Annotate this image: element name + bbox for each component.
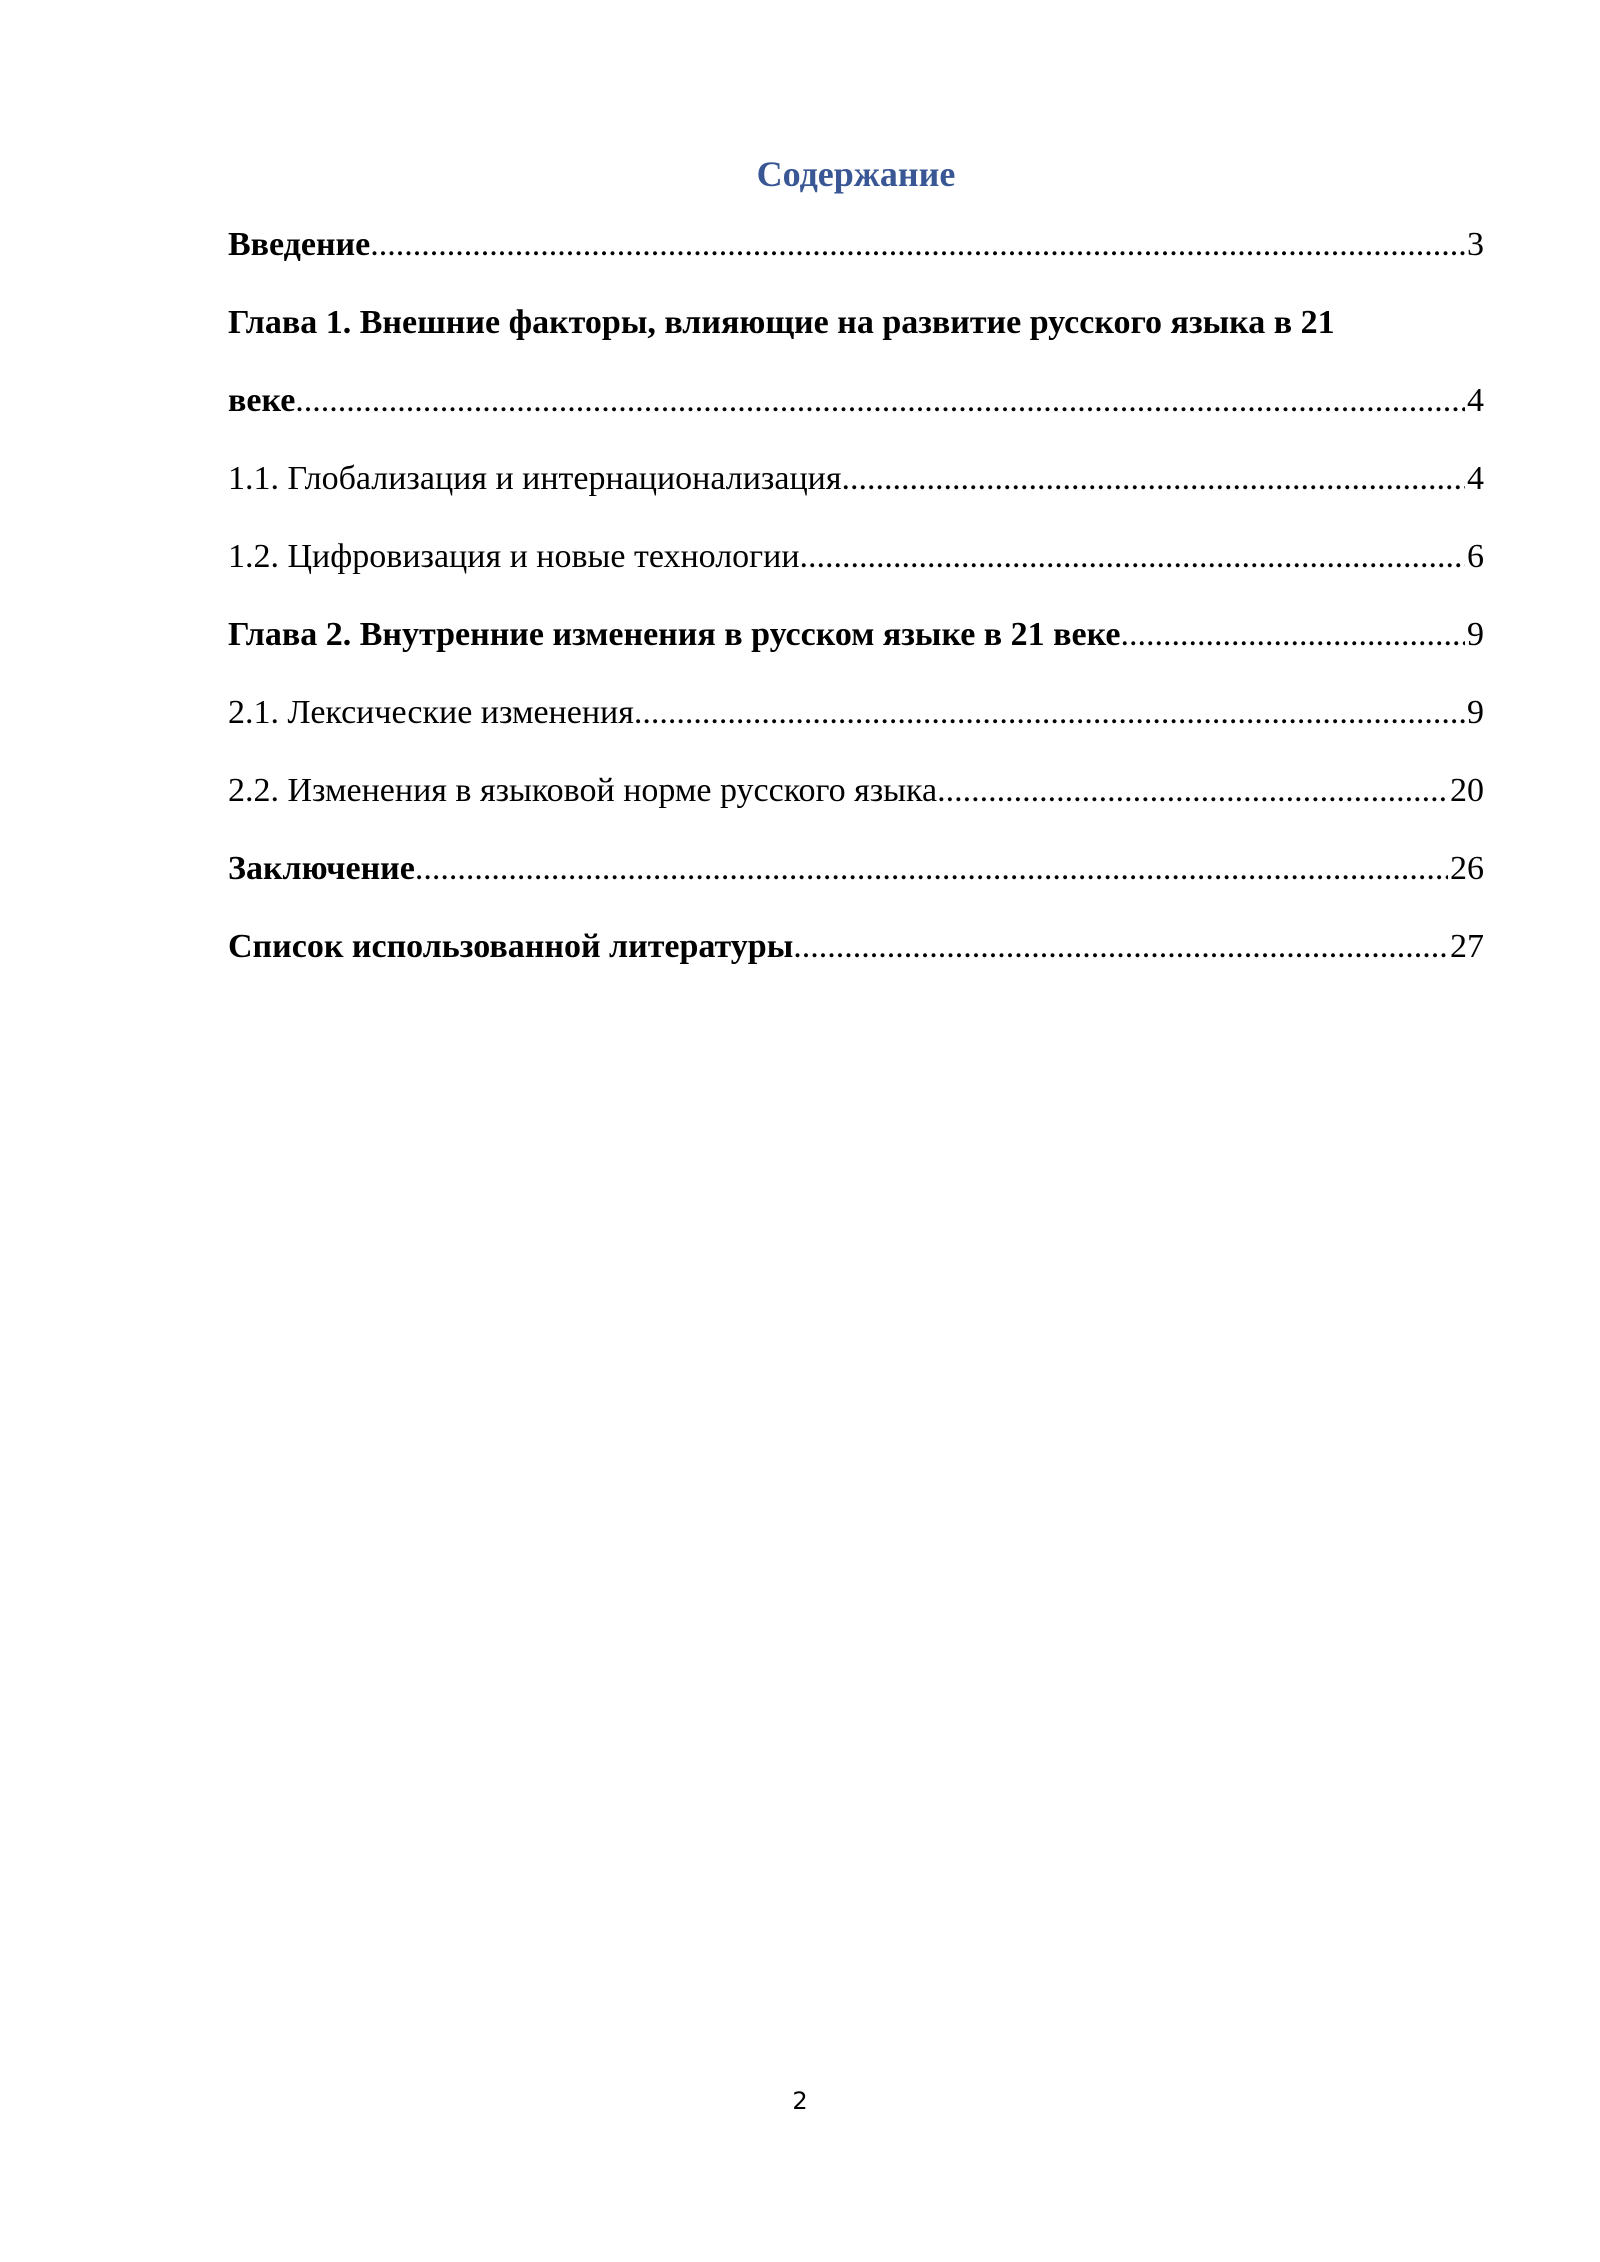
page-number-footer: 2: [792, 2087, 808, 2115]
toc-leader-dots: [634, 674, 1465, 752]
toc-leader-dots: [841, 440, 1465, 518]
toc-page-number: 20: [1450, 772, 1484, 809]
toc-leader-dots: [793, 908, 1448, 986]
toc-leader-dots: [800, 518, 1465, 596]
toc-page-number: 6: [1467, 538, 1484, 575]
toc-page-number: 4: [1467, 382, 1484, 419]
toc-title: Содержание: [756, 154, 956, 194]
toc-entry-text: 1.2. Цифровизация и новые технологии: [228, 538, 800, 575]
toc-entry-section-1-1[interactable]: [228, 440, 1484, 518]
toc-entry-section-2-2[interactable]: [228, 752, 1484, 830]
toc-page-number: 9: [1467, 694, 1484, 731]
toc-entry-introduction[interactable]: [228, 206, 1484, 284]
toc-leader-dots: [1120, 596, 1465, 674]
toc-entry-text: Заключение: [228, 850, 415, 887]
toc-leader-dots: [370, 206, 1465, 284]
toc-entry-text: 1.1. Глобализация и интернационализация: [228, 460, 842, 497]
toc-leader-dots: [295, 362, 1465, 440]
toc-entry-chapter-2[interactable]: [228, 596, 1484, 674]
toc-entry-text: Глава 2. Внутренние изменения в русском языке в 21 веке: [228, 616, 1121, 653]
toc-entry-section-1-2[interactable]: [228, 518, 1484, 596]
toc-entry-text: Список использованной литературы: [228, 928, 794, 965]
toc-page-number: 27: [1450, 928, 1484, 965]
toc-entry-text-line2: веке: [228, 382, 296, 419]
toc-page-number: 3: [1467, 226, 1484, 263]
toc-entry-text: Введение: [228, 226, 371, 263]
toc-page-number: 4: [1467, 460, 1484, 497]
toc-entry-section-2-1[interactable]: [228, 674, 1484, 752]
table-of-contents: [228, 206, 1484, 986]
toc-leader-dots: [937, 752, 1448, 830]
toc-page-number: 26: [1450, 850, 1484, 887]
toc-entry-chapter-1[interactable]: [228, 284, 1484, 440]
toc-entry-text-line1: Глава 1. Внешние факторы, влияющие на развитие русского языка в 21: [228, 304, 1335, 341]
toc-entry-bibliography[interactable]: [228, 908, 1484, 986]
toc-leader-dots: [415, 830, 1448, 908]
toc-page-number: 9: [1467, 616, 1484, 653]
toc-entry-text: 2.2. Изменения в языковой норме русского языка: [228, 772, 938, 809]
toc-entry-conclusion[interactable]: [228, 830, 1484, 908]
toc-entry-text: 2.1. Лексические изменения: [228, 694, 634, 731]
